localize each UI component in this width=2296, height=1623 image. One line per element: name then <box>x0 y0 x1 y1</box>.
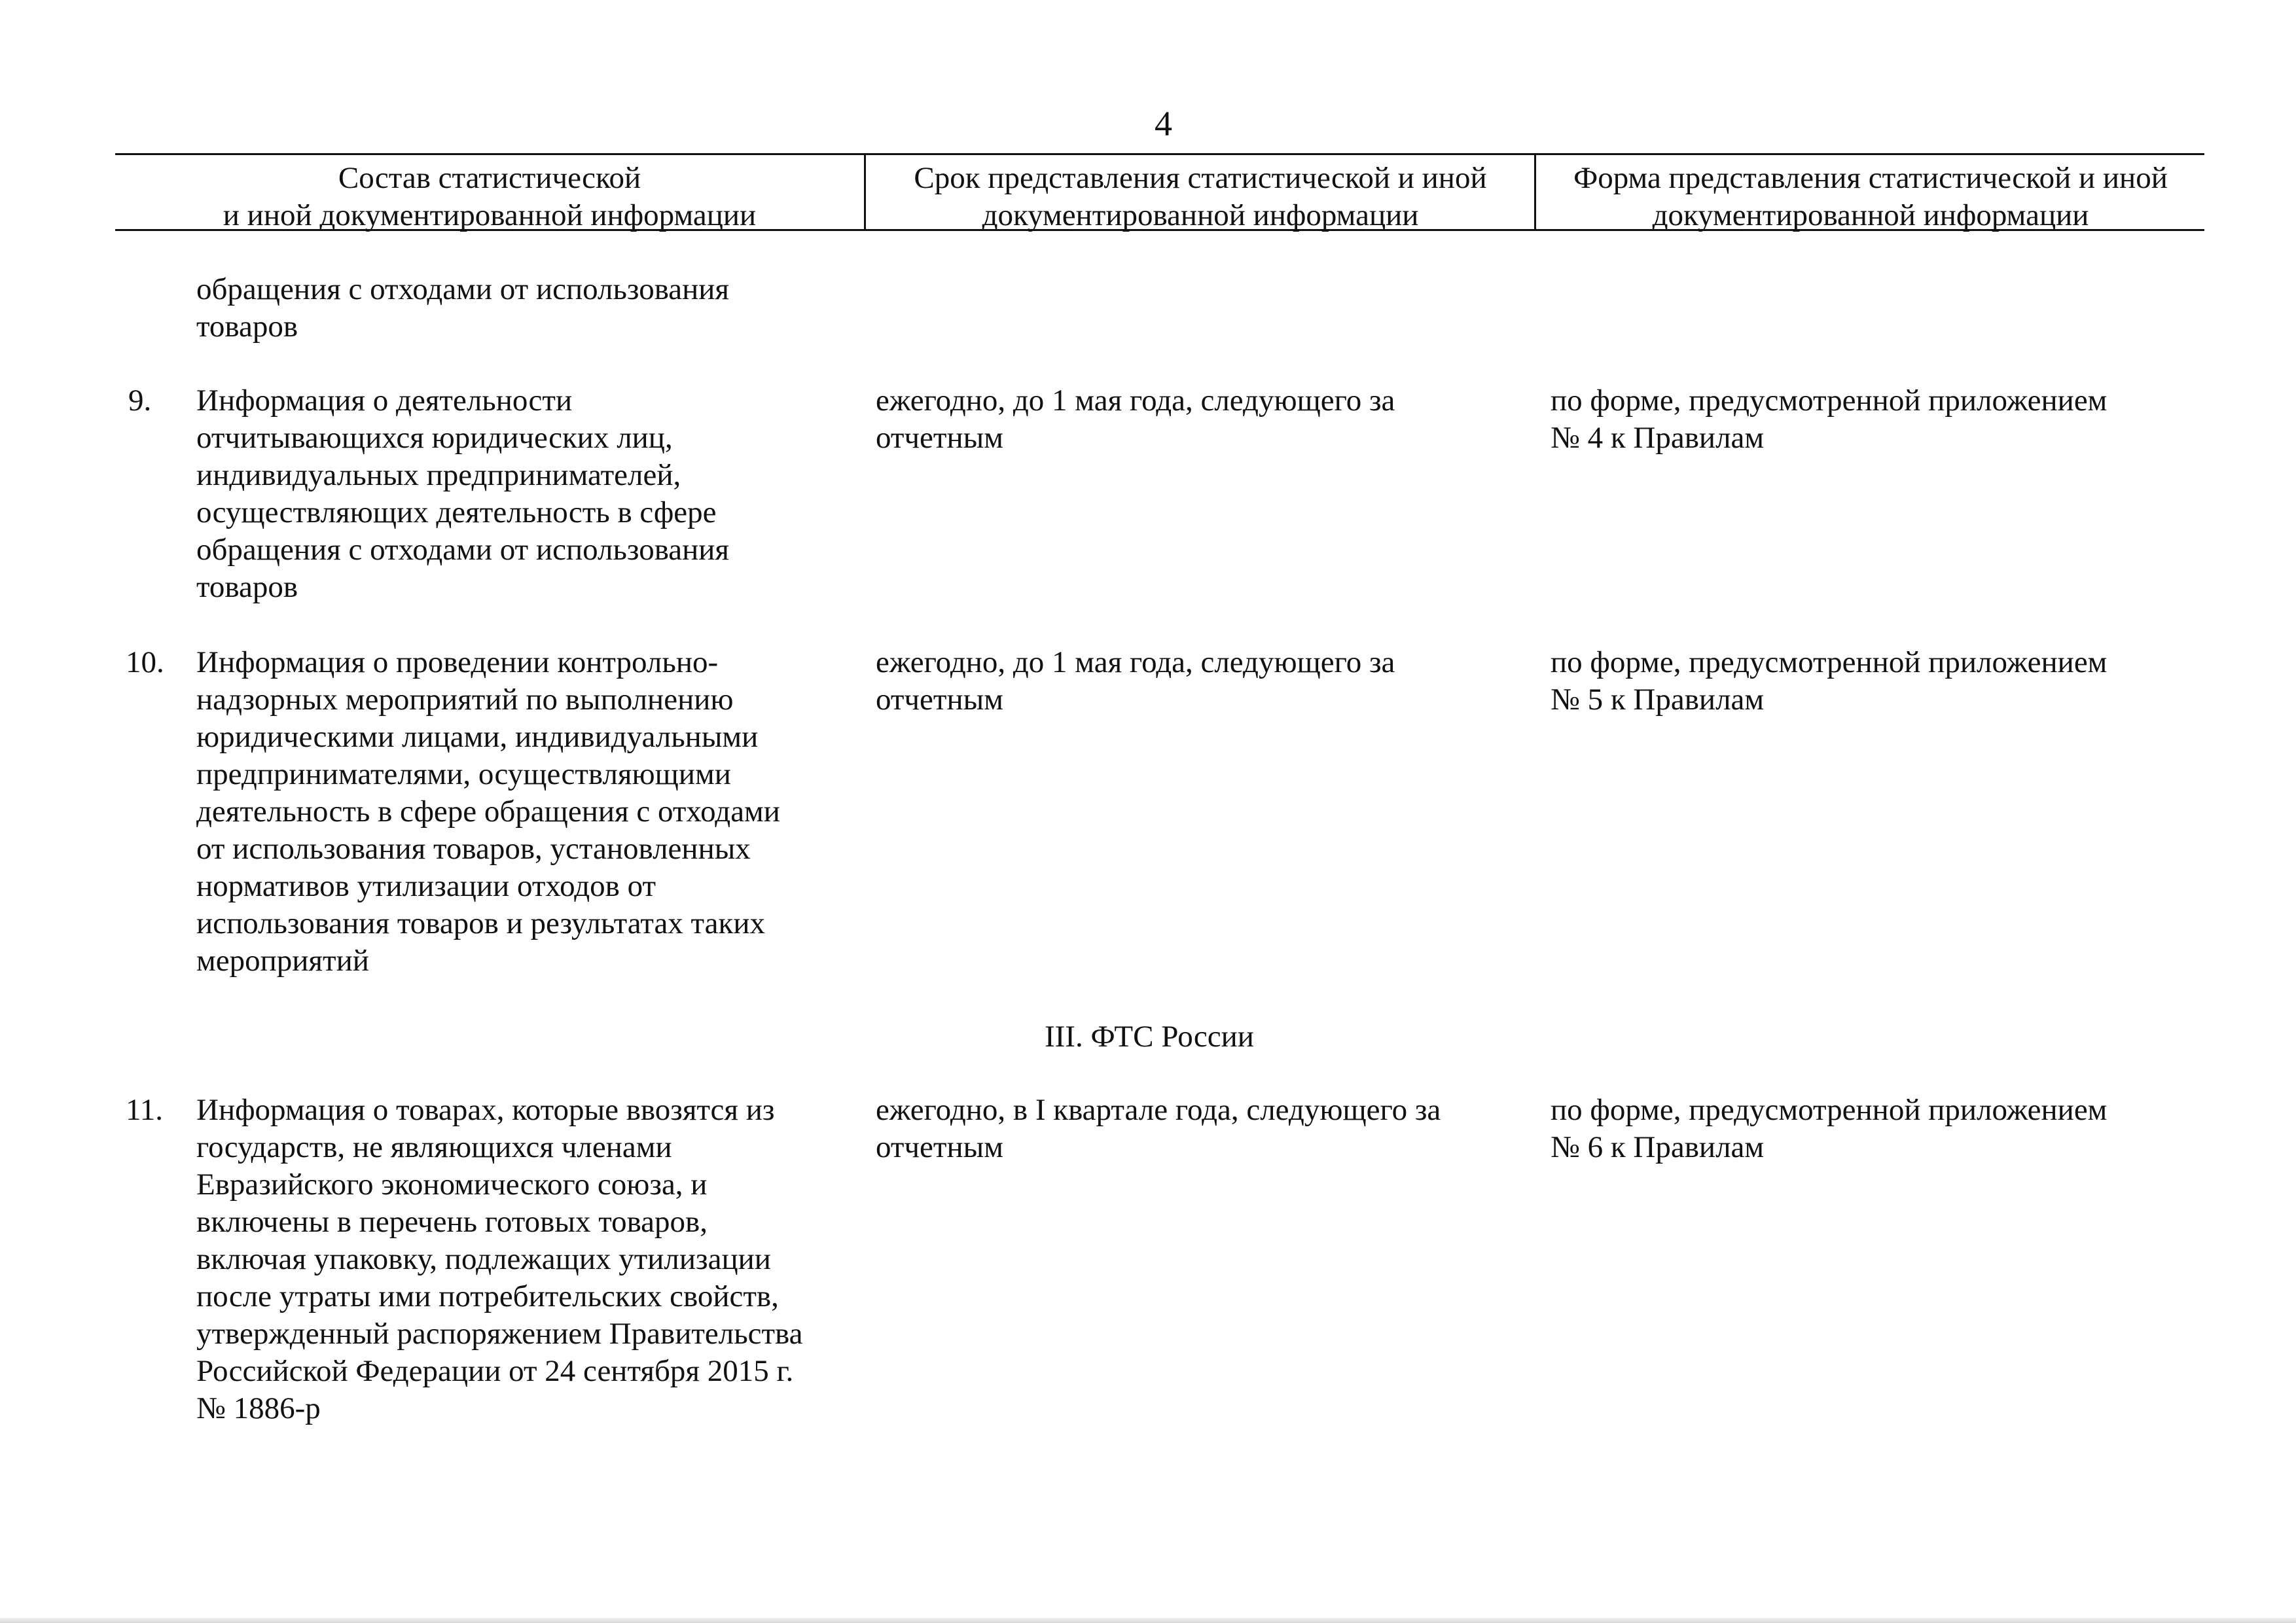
row-description-line: после утраты ими потребительских свойств, <box>196 1279 779 1313</box>
row-description-line: юридическими лицами, индивидуальными <box>196 720 759 754</box>
row-description-line: товаров <box>196 570 298 604</box>
continuation-description-line: товаров <box>196 310 298 344</box>
row-form-line: по форме, предусмотренной приложением <box>1551 645 2108 679</box>
row-deadline-line: отчетным <box>876 683 1003 717</box>
header-col3-line: документированной информации <box>1652 198 2089 232</box>
section-title: III. ФТС России <box>1045 1020 1254 1054</box>
row-number: 11. <box>126 1093 164 1127</box>
row-description-line: обращения с отходами от использования <box>196 533 730 567</box>
row-deadline-line: ежегодно, до 1 мая года, следующего за <box>876 645 1395 679</box>
row-description-line: Информация о товарах, которые ввозятся из <box>196 1093 775 1127</box>
row-description-line: индивидуальных предпринимателей, <box>196 458 681 492</box>
row-description-line: осуществляющих деятельность в сфере <box>196 495 717 529</box>
page-number: 4 <box>1155 104 1172 143</box>
header-col3-line: Форма представления статистической и иной <box>1573 161 2168 195</box>
header-col2-line: документированной информации <box>982 198 1419 232</box>
row-deadline-line: ежегодно, до 1 мая года, следующего за <box>876 383 1395 418</box>
row-description-line: от использования товаров, установленных <box>196 832 751 866</box>
row-description-line: надзорных мероприятий по выполнению <box>196 683 734 717</box>
row-number: 10. <box>126 645 164 679</box>
row-description-line: утвержденный распоряжением Правительства <box>196 1317 803 1351</box>
row-description-line: предпринимателями, осуществляющими <box>196 757 731 791</box>
row-form-line: № 6 к Правилам <box>1551 1130 1765 1164</box>
row-description-line: Евразийского экономического союза, и <box>196 1168 708 1202</box>
row-number: 9. <box>128 383 152 418</box>
row-description-line: № 1886-р <box>196 1391 321 1425</box>
row-description-line: деятельность в сфере обращения с отходами <box>196 794 780 829</box>
row-description-line: Информация о проведении контрольно- <box>196 645 719 679</box>
row-description-line: мероприятий <box>196 944 369 978</box>
table-header-divider-2 <box>1534 154 1536 230</box>
row-description-line: отчитывающихся юридических лиц, <box>196 421 673 455</box>
header-col1-line: Состав статистической <box>338 161 641 195</box>
row-form-line: № 5 к Правилам <box>1551 683 1765 717</box>
row-description-line: включены в перечень готовых товаров, <box>196 1205 708 1239</box>
row-form-line: по форме, предусмотренной приложением <box>1551 383 2108 418</box>
row-form-line: по форме, предусмотренной приложением <box>1551 1093 2108 1127</box>
row-description-line: включая упаковку, подлежащих утилизации <box>196 1242 771 1276</box>
scan-edge <box>0 1618 2296 1623</box>
table-header-divider-1 <box>864 154 866 230</box>
row-deadline-line: ежегодно, в I квартале года, следующего за <box>876 1093 1441 1127</box>
row-description-line: нормативов утилизации отходов от <box>196 869 656 903</box>
row-form-line: № 4 к Правилам <box>1551 421 1765 455</box>
continuation-description-line: обращения с отходами от использования <box>196 272 730 306</box>
row-description-line: Российской Федерации от 24 сентября 2015 г. <box>196 1354 794 1388</box>
header-col2-line: Срок представления статистической и иной <box>914 161 1487 195</box>
row-description-line: государств, не являющихся членами <box>196 1130 672 1164</box>
row-deadline-line: отчетным <box>876 1130 1003 1164</box>
row-deadline-line: отчетным <box>876 421 1003 455</box>
row-description-line: использования товаров и результатах таких <box>196 906 766 940</box>
row-description-line: Информация о деятельности <box>196 383 573 418</box>
header-col1-line: и иной документированной информации <box>223 198 757 232</box>
table-header-top-rule <box>115 153 2204 155</box>
